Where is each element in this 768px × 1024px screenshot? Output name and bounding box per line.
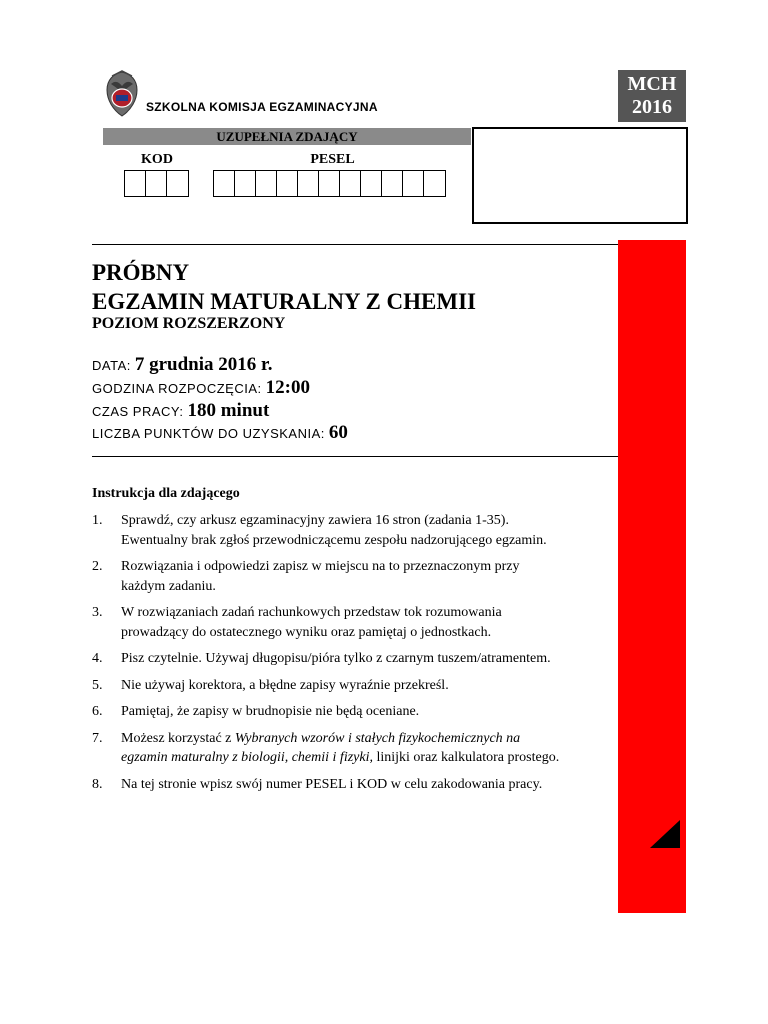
pesel-cell[interactable]	[382, 171, 403, 196]
instruction-item	[92, 511, 567, 550]
date-label: DATA:	[92, 358, 131, 373]
instruction-item	[92, 649, 567, 669]
pesel-cell[interactable]	[319, 171, 340, 196]
middle-divider	[92, 456, 618, 457]
pesel-cell[interactable]	[235, 171, 256, 196]
level-subtitle: POZIOM ROZSZERZONY	[92, 315, 286, 332]
info-start-time	[92, 377, 310, 400]
page-title: EGZAMIN MATURALNY Z CHEMII	[92, 289, 476, 314]
commission-name: SZKOLNA KOMISJA EGZAMINACYJNA	[146, 100, 378, 114]
pesel-cell[interactable]	[256, 171, 277, 196]
start-time-label: GODZINA ROZPOCZĘCIA:	[92, 381, 262, 396]
instruction-text-before: Możesz korzystać z	[121, 730, 235, 746]
kod-cell[interactable]	[125, 171, 146, 196]
pesel-cell[interactable]	[361, 171, 382, 196]
points-label: LICZBA PUNKTÓW DO UZYSKANIA:	[92, 426, 325, 441]
pesel-cell[interactable]	[424, 171, 445, 196]
instruction-text: Nie używaj korektora, a błędne zapisy wyraźnie przekreśl.	[121, 677, 449, 693]
info-date	[92, 354, 272, 377]
instruction-text: Sprawdź, czy arkusz egzaminacyjny zawiera 16 stron (zadania 1-35). Ewentualny brak zgłoś przewodniczącemu zespołu nadzorującego egzamin.	[121, 513, 547, 548]
kod-cell[interactable]	[146, 171, 167, 196]
eagle-emblem-icon	[103, 70, 141, 118]
instruction-text: Na tej stronie wpisz swój numer PESEL i KOD w celu zakodowania pracy.	[121, 776, 543, 792]
instruction-number: 7.	[92, 730, 103, 746]
candidate-fill-bar: UZUPEŁNIA ZDAJĄCY	[103, 128, 471, 145]
duration-label: CZAS PRACY:	[92, 404, 184, 419]
instruction-text: W rozwiązaniach zadań rachunkowych przedstaw tok rozumowania prowadzący do ostatecznego wyniku oraz pamiętaj o jednostkach.	[121, 605, 502, 640]
instruction-number: 2.	[92, 559, 103, 574]
pesel-input-boxes[interactable]	[213, 170, 446, 197]
instruction-number: 8.	[92, 776, 103, 792]
info-points	[92, 422, 348, 445]
instruction-number: 4.	[92, 651, 103, 666]
pesel-cell[interactable]	[277, 171, 298, 196]
pesel-cell[interactable]	[403, 171, 424, 196]
instruction-item	[92, 676, 567, 696]
instruction-number: 5.	[92, 677, 103, 693]
points-value: 60	[328, 422, 348, 443]
instructions-list	[92, 511, 567, 801]
kod-cell[interactable]	[167, 171, 188, 196]
instruction-text-after: linijki oraz kalkulatora prostego.	[372, 750, 560, 765]
pesel-cell[interactable]	[298, 171, 319, 196]
instruction-text	[121, 729, 567, 768]
instruction-text: Pisz czytelnie. Używaj długopisu/pióra tylko z czarnym tuszem/atramentem.	[121, 651, 551, 666]
red-side-band	[618, 240, 686, 913]
instruction-item	[92, 702, 567, 722]
pesel-cell[interactable]	[214, 171, 235, 196]
instruction-text-italic: Wybranych wzorów i stałych fizykochemicznych na egzamin maturalny z biologii, chemii i fizyki,	[121, 730, 521, 765]
instructions-heading: Instrukcja dla zdającego	[92, 486, 240, 501]
exam-code-subject: MCH	[627, 73, 677, 95]
instruction-number: 6.	[92, 704, 103, 719]
instruction-number: 3.	[92, 605, 103, 620]
pesel-cell[interactable]	[340, 171, 361, 196]
instruction-number: 1.	[92, 513, 103, 528]
triangle-corner-icon	[650, 820, 680, 848]
pesel-label: PESEL	[310, 152, 355, 167]
kod-input-boxes[interactable]	[124, 170, 189, 197]
info-duration	[92, 400, 269, 423]
instruction-item	[92, 729, 567, 768]
date-value: 7 grudnia 2016 r.	[134, 354, 273, 375]
title-line-1: PRÓBNY	[92, 260, 190, 285]
kod-label: KOD	[141, 152, 173, 167]
sticker-field	[472, 127, 688, 224]
instruction-item	[92, 557, 567, 596]
top-divider	[92, 244, 618, 245]
exam-code-badge	[618, 70, 686, 122]
instruction-text: Rozwiązania i odpowiedzi zapisz w miejscu na to przeznaczonym przy każdym zadaniu.	[121, 559, 520, 594]
exam-code-year: 2016	[632, 96, 672, 118]
instruction-text: Pamiętaj, że zapisy w brudnopisie nie będą oceniane.	[121, 704, 420, 719]
duration-value: 180 minut	[187, 400, 270, 421]
instruction-item	[92, 775, 567, 795]
start-time-value: 12:00	[265, 377, 310, 398]
instruction-item	[92, 603, 567, 642]
